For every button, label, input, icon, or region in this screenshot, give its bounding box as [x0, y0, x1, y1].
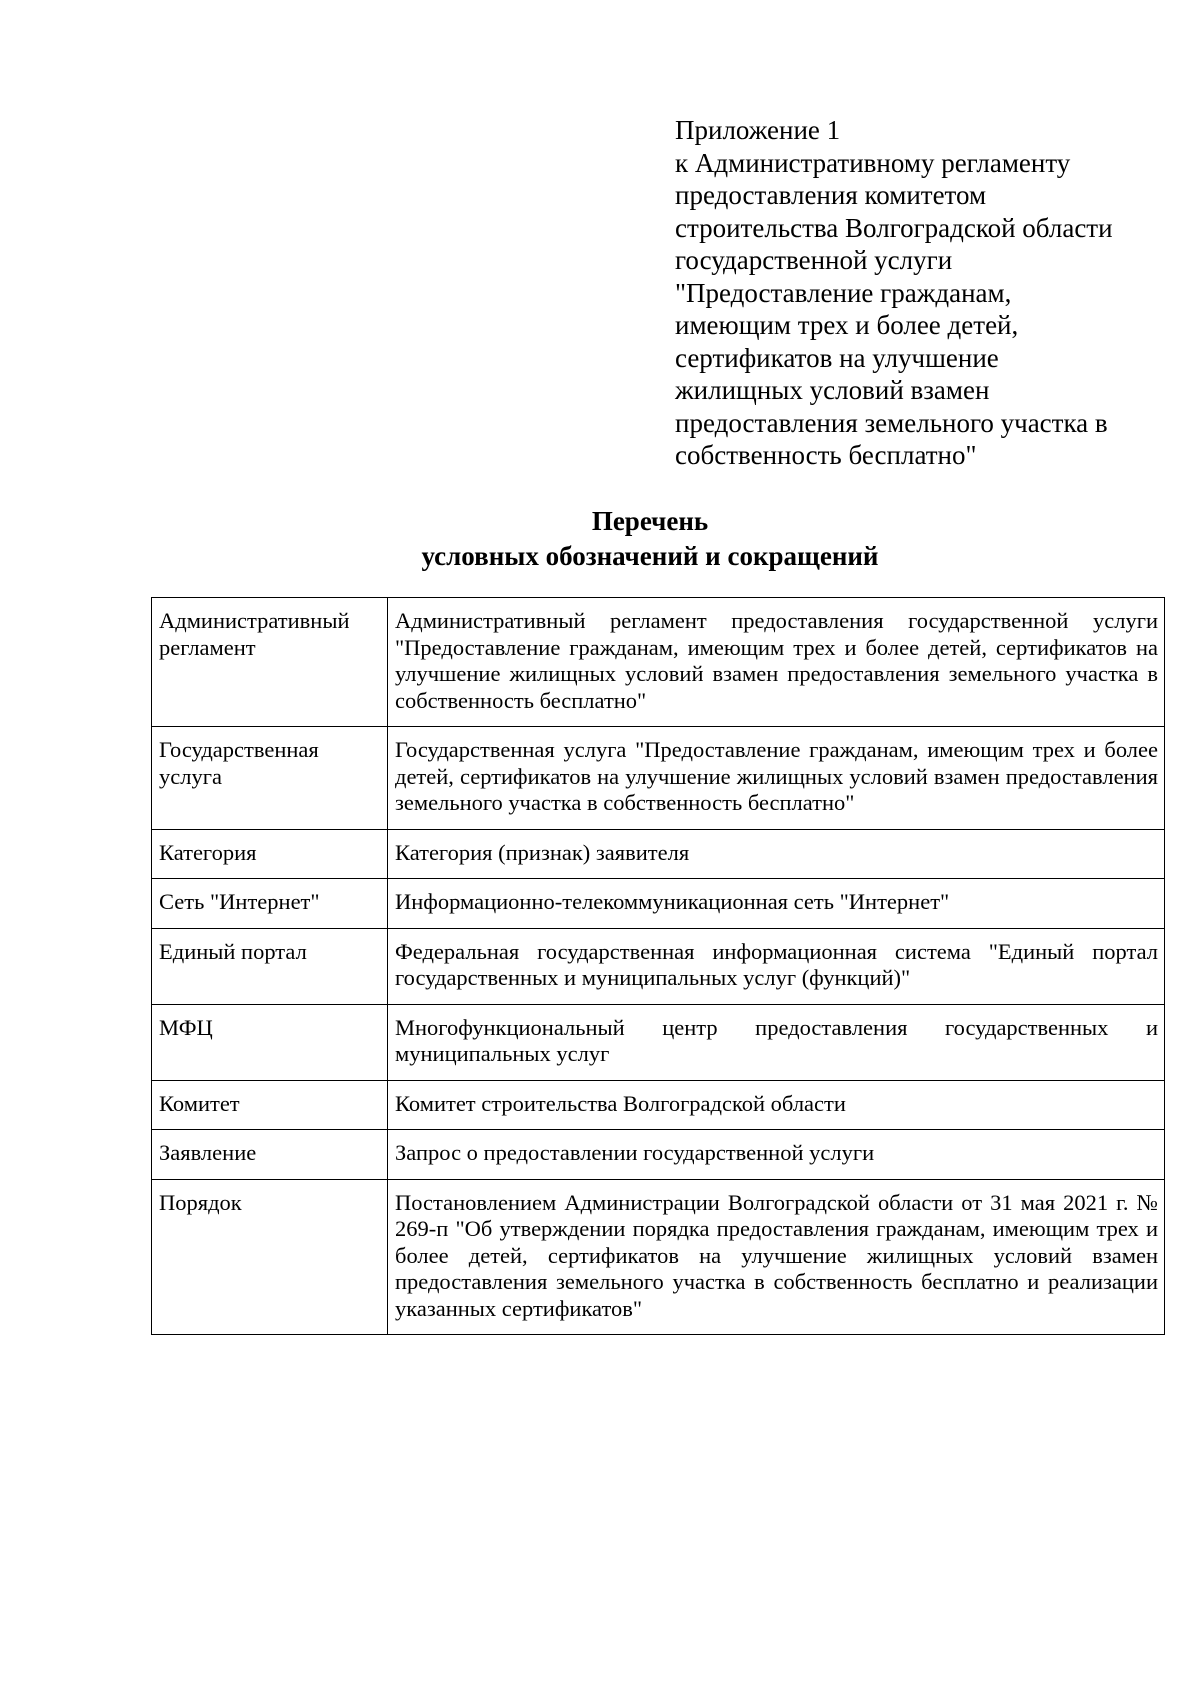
- document-title: Перечень: [591, 506, 709, 536]
- appendix-line: государственной услуги: [675, 245, 953, 275]
- definition-cell: Федеральная государственная информационная система "Единый портал государственных и муниципальных услуг (функций)": [388, 928, 1165, 1004]
- table-row: [152, 879, 1165, 929]
- definition-cell: Комитет строительства Волгоградской области: [388, 1080, 1165, 1130]
- appendix-header: [675, 114, 1145, 472]
- table-row: [152, 1080, 1165, 1130]
- appendix-line: жилищных условий взамен: [675, 375, 990, 405]
- term-cell: Категория: [152, 829, 388, 879]
- definition-cell: Административный регламент предоставления государственной услуги "Предоставление гражданам, имеющим трех и более детей, сертификатов на улучшение жилищных условий взамен предоставления земельного участка в собственность бесплатно": [388, 598, 1165, 727]
- appendix-line: "Предоставление гражданам,: [675, 277, 1012, 308]
- table-row: [152, 1130, 1165, 1180]
- term-cell: МФЦ: [152, 1004, 388, 1080]
- table-row: [152, 598, 1165, 727]
- appendix-line: сертификатов на улучшение: [675, 342, 999, 373]
- appendix-line: строительства Волгоградской области: [675, 212, 1113, 243]
- term-cell: Сеть "Интернет": [152, 879, 388, 929]
- definition-cell: Информационно-телекоммуникационная сеть "Интернет": [388, 879, 1165, 929]
- appendix-line: имеющим трех и более детей,: [675, 310, 1019, 340]
- term-cell: Единый портал: [152, 928, 388, 1004]
- table-row: [152, 1179, 1165, 1335]
- definition-cell: Многофункциональный центр предоставления государственных и муниципальных услуг: [388, 1004, 1165, 1080]
- table-row: [152, 727, 1165, 830]
- definition-cell: Запрос о предоставлении государственной услуги: [388, 1130, 1165, 1180]
- table-row: [152, 829, 1165, 879]
- term-cell: Комитет: [152, 1080, 388, 1130]
- table-row: [152, 928, 1165, 1004]
- appendix-line: Приложение 1: [675, 115, 841, 145]
- term-cell: Заявление: [152, 1130, 388, 1180]
- definition-cell: Государственная услуга "Предоставление гражданам, имеющим трех и более детей, сертификатов на улучшение жилищных условий взамен предоставления земельного участка в собственность бесплатно": [388, 727, 1165, 830]
- appendix-line: предоставления земельного участка в: [675, 407, 1108, 438]
- definition-cell: Категория (признак) заявителя: [388, 829, 1165, 879]
- table-row: [152, 1004, 1165, 1080]
- term-cell: Государственная услуга: [152, 727, 388, 830]
- appendix-line: к Административному регламенту: [675, 147, 1071, 178]
- document-subtitle: условных обозначений и сокращений: [421, 541, 879, 571]
- definition-cell: Постановлением Администрации Волгоградской области от 31 мая 2021 г. № 269-п "Об утверждении порядка предоставления гражданам, имеющим трех и более детей, сертификатов на улучшение жилищных условий взамен предоставления земельного участка в собственность бесплатно и реализации указанных сертификатов": [388, 1179, 1165, 1335]
- term-cell: Порядок: [152, 1179, 388, 1335]
- appendix-line: предоставления комитетом: [675, 180, 987, 210]
- appendix-line: собственность бесплатно": [675, 440, 977, 470]
- term-cell: Административный регламент: [152, 598, 388, 727]
- abbreviations-table: [151, 597, 1165, 1335]
